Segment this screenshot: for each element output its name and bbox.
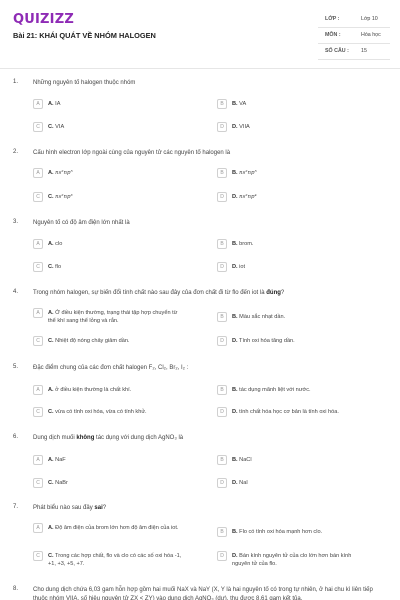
option-key: B. (232, 241, 238, 247)
option-label: VA (239, 101, 247, 107)
meta-row-class (318, 12, 390, 28)
quizizz-logo: QUIZIZZ (13, 12, 74, 27)
question-text-part: tác dụng với dung dịch AgNO₃ là (94, 435, 184, 441)
option-label: ns²np³ (55, 194, 73, 200)
option-key: B. (232, 387, 238, 393)
question-text (33, 434, 383, 443)
meta-value: Hóa học (361, 32, 381, 38)
option-text (232, 528, 367, 536)
option-key: A. (48, 457, 54, 463)
option-key: C. (48, 124, 54, 130)
option-label: IA (55, 101, 61, 107)
option-letter-box: A (33, 239, 43, 249)
meta-value: 15 (361, 48, 367, 54)
option-letter-box: B (217, 385, 227, 395)
option-label: NaCl (239, 457, 252, 463)
option-text (232, 479, 367, 487)
option-key: A. (48, 101, 54, 107)
option-letter-box: B (217, 312, 227, 322)
option-key: A. (48, 310, 54, 316)
option-key: A. (48, 170, 54, 176)
option-letter-box: C (33, 336, 43, 346)
option-text (48, 408, 183, 416)
option-label: ns²np⁴ (239, 194, 257, 200)
question-number: 5. (13, 364, 19, 370)
meta-row-subject (318, 28, 390, 44)
question-text-part: Dung dịch muối (33, 435, 77, 441)
option-text (232, 456, 367, 464)
option-label: Flo có tính oxi hóa mạnh hơn clo. (239, 529, 323, 535)
question-number: 2. (13, 149, 19, 155)
option-key: D. (232, 409, 238, 415)
option-key: A. (48, 387, 54, 393)
meta-label: SỐ CÂU : (325, 48, 349, 54)
question-text: Nguyên tố có độ âm điện lớn nhất là (33, 220, 130, 226)
question-number: 7. (13, 504, 19, 510)
option-key: C. (48, 409, 54, 415)
option-text (48, 240, 183, 248)
option-letter-box: D (217, 478, 227, 488)
option-label: NaBr (55, 480, 68, 486)
option-text (232, 263, 367, 271)
option-label: NaI (239, 480, 248, 486)
option-letter-box: D (217, 407, 227, 417)
option-key: B. (232, 314, 238, 320)
option-key: D. (232, 338, 238, 344)
meta-label: LỚP : (325, 16, 340, 22)
option-letter-box: B (217, 527, 227, 537)
option-label: Tính oxi hóa tăng dần. (239, 338, 295, 344)
option-label: ns²np⁵ (55, 170, 73, 176)
option-label: Nhiệt độ nóng chảy giảm dần. (55, 338, 130, 344)
option-key: D. (232, 264, 238, 270)
option-text (232, 240, 367, 248)
option-label: VIA (55, 124, 65, 130)
question-number: 1. (13, 79, 19, 85)
question-text: Cấu hình electron lớp ngoài cùng của nguyên tử các nguyên tố halogen là (33, 150, 231, 156)
question-text: Cho dung dịch chứa 6,03 gam hỗn hợp gồm hai muối NaX và NaY (X, Y là hai nguyên tố có trong tự nhiên, ở hai chu kì liên tiếp thuộc nhóm VIIA, số hiệu nguyên tử ZX < ZY) vào dung dịch AgNO₃ (dư), thu được 8,61 gam kết tủa. (33, 587, 373, 600)
option-text (48, 337, 183, 345)
option-text (232, 552, 367, 568)
meta-table (318, 12, 390, 60)
option-text (232, 100, 367, 108)
option-letter-box: D (217, 192, 227, 202)
option-text (232, 337, 367, 345)
option-letter-box: C (33, 122, 43, 132)
option-key: B. (232, 457, 238, 463)
option-text (48, 524, 183, 532)
option-key: B. (232, 529, 238, 535)
option-letter-box: A (33, 523, 43, 533)
option-text (48, 309, 183, 325)
question-text-part: Trong nhóm halogen, sự biến đổi tính chất nào sau đây của đơn chất đi từ flo đến iot là (33, 290, 267, 296)
option-letter-box: B (217, 455, 227, 465)
question-text: Những nguyên tố halogen thuộc nhóm (33, 80, 136, 86)
option-letter-box: B (217, 99, 227, 109)
option-label: tác dụng mãnh liệt với nước. (239, 387, 311, 393)
option-label: Màu sắc nhạt dần. (239, 314, 286, 320)
question-text-part: ? (280, 290, 285, 296)
meta-label: MÔN : (325, 32, 341, 38)
option-text (48, 100, 183, 108)
option-key: D. (232, 124, 238, 130)
option-letter-box: D (217, 262, 227, 272)
question-text (33, 504, 383, 513)
option-text (232, 169, 367, 177)
question-emphasis: không (76, 435, 95, 441)
option-key: A. (48, 525, 54, 531)
option-letter-box: B (217, 239, 227, 249)
option-text (232, 193, 367, 201)
question-emphasis: sai (94, 505, 103, 511)
option-text (48, 193, 183, 201)
option-key: C. (48, 553, 54, 559)
option-text (48, 552, 183, 568)
option-text (232, 386, 367, 394)
option-letter-box: C (33, 192, 43, 202)
option-key: C. (48, 338, 54, 344)
option-label: ns²np⁵ (239, 170, 257, 176)
option-text (48, 169, 183, 177)
option-letter-box: C (33, 262, 43, 272)
option-key: B. (232, 101, 238, 107)
option-key: A. (48, 241, 54, 247)
option-label: Ở điều kiện thường, trạng thái tập hợp chuyển từ thể khí sang thể lỏng và rắn. (48, 310, 178, 324)
option-text (48, 123, 183, 131)
option-label: Trong các hợp chất, flo và clo có các số oxi hóa -1, +1, +3, +5, +7. (48, 553, 182, 567)
option-key: D. (232, 480, 238, 486)
option-text (48, 479, 183, 487)
worksheet-title: Bài 21: KHÁI QUÁT VỀ NHÓM HALOGEN (13, 31, 156, 40)
option-key: D. (232, 553, 238, 559)
question-text: Đặc điểm chung của các đơn chất halogen F₂, Cl₂, Br₂, I₂ : (33, 365, 189, 371)
option-label: brom. (239, 241, 254, 247)
option-label: clo (55, 241, 63, 247)
option-letter-box: D (217, 336, 227, 346)
option-label: Độ âm điện của brom lớn hơn độ âm điện của iot. (55, 525, 179, 531)
option-key: C. (48, 480, 54, 486)
meta-row-count (318, 44, 390, 60)
option-label: ở điều kiện thường là chất khí. (55, 387, 132, 393)
option-key: B. (232, 170, 238, 176)
option-label: tính chất hóa học cơ bản là tính oxi hóa. (239, 409, 339, 415)
option-letter-box: A (33, 168, 43, 178)
option-text (232, 313, 367, 321)
option-text (48, 456, 183, 464)
option-text (48, 263, 183, 271)
option-letter-box: C (33, 407, 43, 417)
worksheet-header (0, 0, 400, 70)
option-letter-box: D (217, 551, 227, 561)
option-label: flo (55, 264, 62, 270)
option-letter-box: C (33, 551, 43, 561)
question-text-part: ? (102, 505, 107, 511)
question-number: 8. (13, 586, 19, 592)
option-label: VIIA (239, 124, 250, 130)
option-letter-box: A (33, 308, 43, 318)
option-letter-box: B (217, 168, 227, 178)
option-label: iot (239, 264, 246, 270)
option-label: Bán kính nguyên tử của clo lớn hơn bán kính nguyên tử của flo. (232, 553, 352, 567)
question-emphasis: đúng (266, 290, 281, 296)
option-letter-box: C (33, 478, 43, 488)
option-text (232, 408, 367, 416)
option-label: vừa có tính oxi hóa, vừa có tính khử. (55, 409, 147, 415)
option-letter-box: A (33, 455, 43, 465)
option-text (48, 386, 183, 394)
option-letter-box: D (217, 122, 227, 132)
option-label: NaF (55, 457, 66, 463)
option-key: C. (48, 194, 54, 200)
question-text-part: Phát biểu nào sau đây (33, 505, 95, 511)
option-letter-box: A (33, 99, 43, 109)
question-number: 4. (13, 289, 19, 295)
meta-value: Lớp 10 (361, 16, 378, 22)
option-letter-box: A (33, 385, 43, 395)
option-key: D. (232, 194, 238, 200)
header-divider (0, 68, 400, 69)
question-number: 6. (13, 434, 19, 440)
question-number: 3. (13, 219, 19, 225)
question-text (33, 289, 383, 298)
option-text (232, 123, 367, 131)
option-key: C. (48, 264, 54, 270)
